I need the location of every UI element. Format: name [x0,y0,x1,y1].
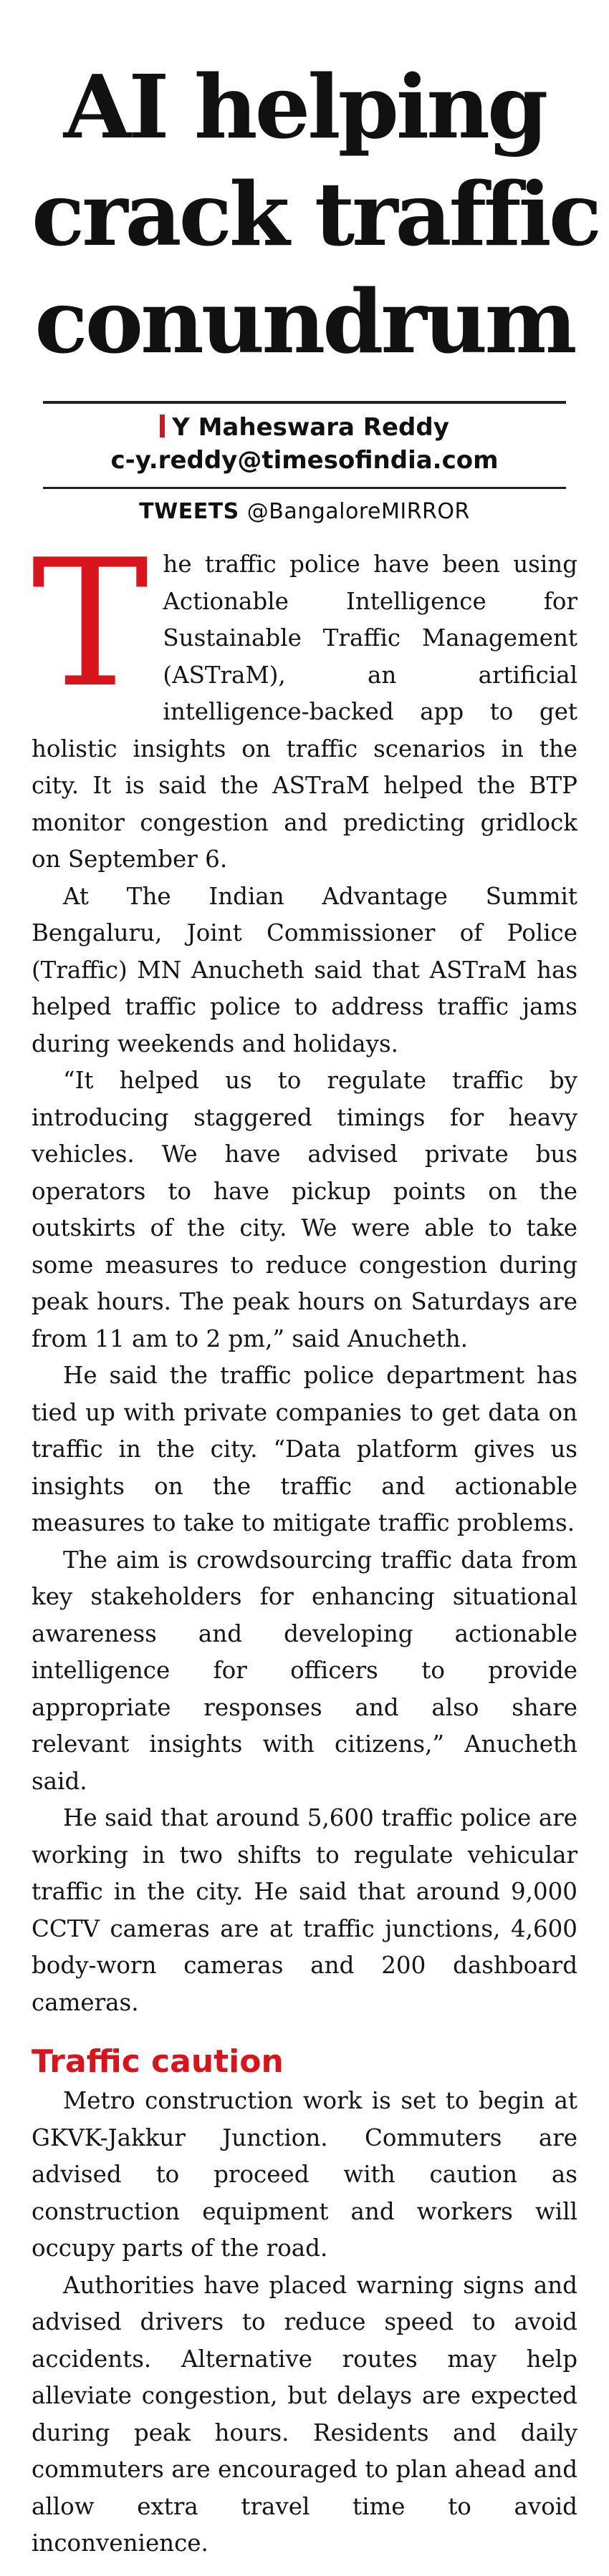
byline [32,411,577,477]
rule-top [43,401,566,404]
headline-line-2: crack traffic [32,163,600,266]
paragraph-1-text: he traffic police have been using Actionable Intelligence for Sustainable Traffic Management (ASTraM), an artificial intelligence-backed app to get holistic insights on traffic scenarios in the city. It is said the ASTraM helped the BTP monitor congestion and predicting gridlock on September 6. [32,551,577,873]
byline-author-row [32,411,577,444]
paragraph-2: At The Indian Advantage Summit Bengaluru, Joint Commissioner of Police (Traffic) MN Anucheth said that ASTraM has helped traffic police to address traffic jams during weekends and holidays. [32,882,577,1057]
byline-accent-bar [160,415,165,437]
rule-bottom [43,487,566,489]
paragraph-6: He said that around 5,600 traffic police are working in two shifts to regulate vehicular traffic in the city. He said that around 9,000 CCTV cameras are at traffic junctions, 4,600 body-worn cameras and 200 dashboard cameras. [32,1804,577,2016]
byline-author: Y Maheswara Reddy [172,413,449,442]
paragraph-5: The aim is crowdsourcing traffic data from key stakeholders for enhancing situational awareness and developing actionable intelligence for officers to provide appropriate responses and also share relevant insights with citizens,” Anucheth said. [32,1546,577,1795]
drop-cap: T [32,522,149,726]
caution-paragraph-1: Metro construction work is set to begin at GKVK-Jakkur Junction. Commuters are advised to proceed with caution as construction equipment and workers will occupy parts of the road. [32,2087,577,2262]
paragraph-3: “It helped us to regulate traffic by introducing staggered timings for heavy vehicles. We have advised private bus operators to have pickup points on the outskirts of the city. We were able to take some measures to reduce congestion during peak hours. The peak hours on Saturdays are from 11 am to 2 pm,” said Anucheth. [32,1067,577,1352]
caution-paragraph-2: Authorities have placed warning signs and advised drivers to reduce speed to avoid accidents. Alternative routes may help alleviate congestion, but delays are expected during peak hours. Residents and daily commuters are encouraged to plan ahead and allow extra travel time to avoid inconvenience. [32,2271,577,2557]
tweets-label: TWEETS [139,499,239,524]
tweets-handle: @BangaloreMIRROR [246,499,470,524]
headline-line-3: conundrum [34,270,575,373]
byline-email: c-y.reddy@timesofindia.com [110,446,499,475]
headline-line-1: AI helping [63,55,546,158]
paragraph-4: He said the traffic police department has tied up with private companies to get data on traffic in the city. “Data platform gives us insights on the traffic and actionable measures to take to mitigate traffic problems. [32,1362,577,1536]
paragraph-1 [32,522,577,878]
headline [32,53,600,375]
subhead-traffic-caution: Traffic caution [32,2043,284,2080]
article-body [32,522,577,2562]
